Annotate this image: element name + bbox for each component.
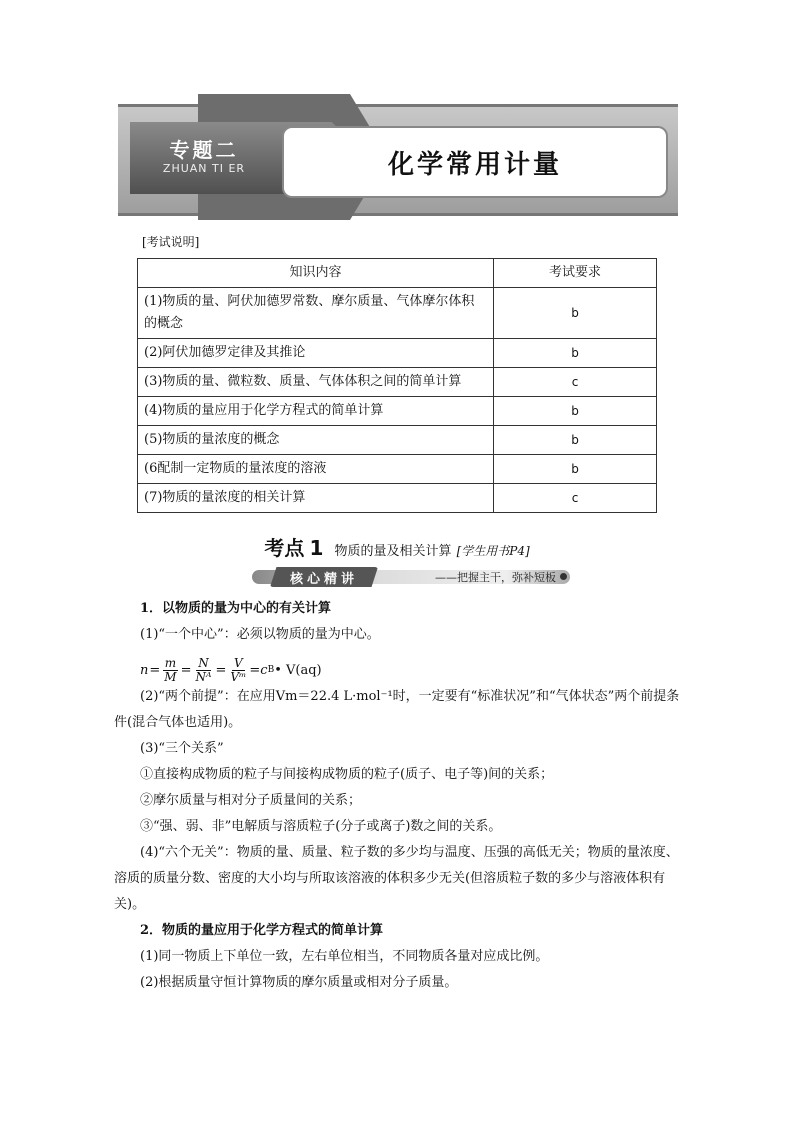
amount-formula <box>140 652 322 688</box>
formula-equals: = <box>149 662 161 678</box>
paragraph: (1)“一个中心”：必须以物质的量为中心。 <box>140 627 380 642</box>
row-level: b <box>494 288 657 339</box>
fraction-numerator: N <box>198 655 209 670</box>
fraction-N-over-NA <box>193 657 213 684</box>
table-row <box>138 426 657 455</box>
chapter-title-box <box>282 126 668 198</box>
paragraph: (3)“三个关系” <box>140 741 224 756</box>
paragraph: ③“强、弱、非”电解质与溶质粒子(分子或离子)数之间的关系。 <box>140 819 502 834</box>
paragraph: (4)“六个无关”：物质的量、质量、粒子数的多少均与温度、压强的高低无关；物质的量浓度、溶质的质量分数、密度的大小均与所取该溶液的体积多少无关(但溶质粒子数的多少与溶液体积有关)。 <box>114 845 679 912</box>
row-level: b <box>494 455 657 484</box>
point-title: 物质的量及相关计算 <box>334 544 452 559</box>
row-content: (6配制一定物质的量浓度的溶液 <box>138 455 494 484</box>
formula-volume: • V(aq) <box>274 662 322 678</box>
fraction-numerator: V <box>234 655 243 670</box>
section-1-title: 1．以物质的量为中心的有关计算 <box>140 601 332 616</box>
formula-equals: = <box>215 662 227 678</box>
chapter-badge-subtitle: ZHUAN TI ER <box>162 162 246 175</box>
table-row <box>138 455 657 484</box>
row-content: (5)物质的量浓度的概念 <box>138 426 494 455</box>
bullet-dot-icon <box>560 573 567 580</box>
chapter-banner <box>118 100 678 214</box>
table-row <box>138 288 657 339</box>
row-content: (7)物质的量浓度的相关计算 <box>138 484 494 513</box>
fraction-denominator: M <box>164 669 177 684</box>
row-content: (3)物质的量、微粒数、质量、气体体积之间的简单计算 <box>138 368 494 397</box>
exam-requirements-table <box>137 258 657 513</box>
paragraph: ②摩尔质量与相对分子质量间的关系； <box>140 793 362 808</box>
formula-c: =c <box>249 662 268 678</box>
core-summary-bar <box>252 567 570 587</box>
chapter-title: 化学常用计量 <box>387 150 562 180</box>
core-bar-label: 核心精讲 <box>289 572 358 587</box>
fraction-denominator: Nᴬ <box>195 669 212 684</box>
row-level: b <box>494 397 657 426</box>
formula-n: n <box>140 662 149 678</box>
header-level: 考试要求 <box>494 259 657 288</box>
formula-subscript-b: B <box>267 665 275 675</box>
row-level: b <box>494 339 657 368</box>
table-header-row <box>138 259 657 288</box>
row-level: b <box>494 426 657 455</box>
paragraph: (2)根据质量守恒计算物质的摩尔质量或相对分子质量。 <box>140 975 458 990</box>
point-header <box>0 532 794 561</box>
row-level: c <box>494 368 657 397</box>
table-row <box>138 397 657 426</box>
row-level: c <box>494 484 657 513</box>
fraction-V-over-Vm <box>228 657 248 684</box>
paragraph: (1)同一物质上下单位一致，左右单位相当，不同物质各量对应成比例。 <box>140 949 549 964</box>
table-row <box>138 484 657 513</box>
exam-notes-label: [考试说明] <box>142 235 200 249</box>
core-bar-slogan: ——把握主干，弥补短板 <box>435 571 556 584</box>
section-2-title: 2．物质的量应用于化学方程式的简单计算 <box>140 923 384 938</box>
fraction-m-over-M <box>162 657 178 684</box>
fraction-numerator: m <box>164 655 177 670</box>
row-content: (1)物质的量、阿伏加德罗常数、摩尔质量、气体摩尔体积的概念 <box>138 288 494 339</box>
table-row <box>138 339 657 368</box>
chapter-badge-title: 专题二 <box>169 138 239 162</box>
row-content: (4)物质的量应用于化学方程式的简单计算 <box>138 397 494 426</box>
point-number: 1 <box>309 536 324 560</box>
table-row <box>138 368 657 397</box>
header-content: 知识内容 <box>138 259 494 288</box>
point-reference: [学生用书P4] <box>456 544 530 558</box>
fraction-denominator: Vᵐ <box>230 669 247 684</box>
paragraph: ①直接构成物质的粒子与间接构成物质的粒子(质子、电子等)间的关系； <box>140 767 554 782</box>
formula-equals: = <box>180 662 192 678</box>
point-label: 考点 <box>264 536 305 560</box>
row-content: (2)阿伏加德罗定律及其推论 <box>138 339 494 368</box>
paragraph: (2)“两个前提”：在应用Vm＝22.4 L·mol⁻¹时，一定要有“标准状况”和“气体状态”两个前提条件(混合气体也适用)。 <box>114 689 680 730</box>
